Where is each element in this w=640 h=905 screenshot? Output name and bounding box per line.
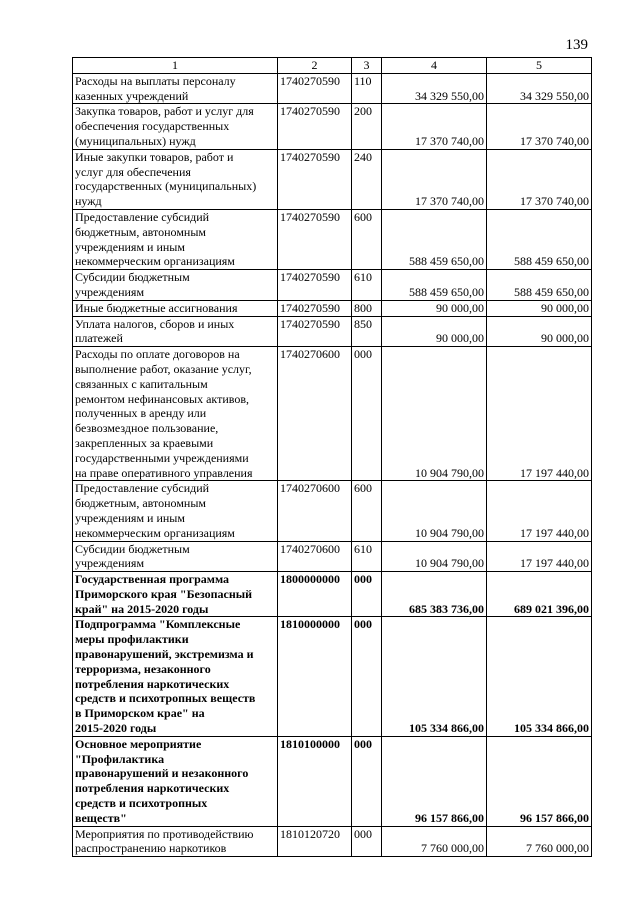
row-amount-4-cell: 105 334 866,00 (382, 617, 487, 736)
table-row (73, 826, 592, 857)
row-name-cell: Закупка товаров, работ и услуг для обеспечения государственных (муниципальных) нужд (73, 104, 278, 149)
row-amount-5-cell: 34 329 550,00 (487, 73, 592, 104)
row-amount-4-cell: 90 000,00 (382, 316, 487, 347)
page-number: 139 (565, 37, 588, 53)
row-code-cell: 1740270590 (278, 104, 352, 149)
row-type-cell: 600 (352, 209, 382, 269)
table-row (73, 149, 592, 209)
row-name-cell: Государственная программа Приморского края "Безопасный край" на 2015-2020 годы (73, 572, 278, 617)
table-row (73, 104, 592, 149)
row-name-cell: Основное мероприятие "Профилактика правонарушений и незаконного потребления наркотических средств и психотропных веществ" (73, 736, 278, 826)
table-row (73, 73, 592, 104)
row-amount-4-cell: 7 760 000,00 (382, 826, 487, 857)
row-amount-5-cell: 7 760 000,00 (487, 826, 592, 857)
row-name-cell: Расходы на выплаты персоналу казенных учреждений (73, 73, 278, 104)
table-row (73, 572, 592, 617)
row-amount-5-cell: 689 021 396,00 (487, 572, 592, 617)
row-amount-4-cell: 685 383 736,00 (382, 572, 487, 617)
row-amount-5-cell: 588 459 650,00 (487, 270, 592, 301)
row-amount-5-cell: 17 370 740,00 (487, 149, 592, 209)
row-code-cell: 1740270600 (278, 481, 352, 541)
row-amount-4-cell: 10 904 790,00 (382, 347, 487, 481)
row-amount-5-cell: 17 370 740,00 (487, 104, 592, 149)
row-name-cell: Предоставление субсидий бюджетным, автономным учреждениям и иным некоммерческим организациям (73, 481, 278, 541)
row-type-cell: 240 (352, 149, 382, 209)
row-amount-4-cell: 96 157 866,00 (382, 736, 487, 826)
row-code-cell: 1740270590 (278, 73, 352, 104)
row-code-cell: 1740270600 (278, 541, 352, 572)
row-type-cell: 610 (352, 541, 382, 572)
table-row (73, 541, 592, 572)
row-amount-4-cell: 10 904 790,00 (382, 481, 487, 541)
budget-table (72, 57, 592, 857)
row-type-cell: 000 (352, 736, 382, 826)
row-amount-4-cell: 17 370 740,00 (382, 149, 487, 209)
row-type-cell: 800 (352, 300, 382, 316)
row-type-cell: 000 (352, 347, 382, 481)
row-code-cell: 1740270590 (278, 149, 352, 209)
row-code-cell: 1740270590 (278, 300, 352, 316)
header-cell-5: 5 (487, 58, 592, 74)
row-name-cell: Иные бюджетные ассигнования (73, 300, 278, 316)
row-amount-5-cell: 17 197 440,00 (487, 347, 592, 481)
row-type-cell: 200 (352, 104, 382, 149)
row-type-cell: 000 (352, 826, 382, 857)
table-row (73, 617, 592, 736)
row-code-cell: 1740270590 (278, 209, 352, 269)
header-row (73, 58, 592, 74)
row-name-cell: Субсидии бюджетным учреждениям (73, 541, 278, 572)
row-amount-4-cell: 17 370 740,00 (382, 104, 487, 149)
row-code-cell: 1740270590 (278, 270, 352, 301)
row-type-cell: 610 (352, 270, 382, 301)
table-row (73, 270, 592, 301)
row-amount-4-cell: 10 904 790,00 (382, 541, 487, 572)
row-type-cell: 000 (352, 572, 382, 617)
row-amount-5-cell: 90 000,00 (487, 300, 592, 316)
row-amount-4-cell: 588 459 650,00 (382, 209, 487, 269)
row-code-cell: 1810100000 (278, 736, 352, 826)
row-amount-5-cell: 588 459 650,00 (487, 209, 592, 269)
row-code-cell: 1810120720 (278, 826, 352, 857)
row-name-cell: Иные закупки товаров, работ и услуг для обеспечения государственных (муниципальных) нужд (73, 149, 278, 209)
row-code-cell: 1800000000 (278, 572, 352, 617)
row-name-cell: Мероприятия по противодействию распространению наркотиков (73, 826, 278, 857)
row-name-cell: Подпрограмма "Комплексные меры профилактики правонарушений, экстремизма и терроризма, незаконного потребления наркотических средств и психотропных веществ в Приморском крае" на 2015-2020 годы (73, 617, 278, 736)
row-type-cell: 850 (352, 316, 382, 347)
row-name-cell: Предоставление субсидий бюджетным, автономным учреждениям и иным некоммерческим организациям (73, 209, 278, 269)
table-row (73, 300, 592, 316)
header-cell-3: 3 (352, 58, 382, 74)
row-amount-5-cell: 17 197 440,00 (487, 541, 592, 572)
row-amount-5-cell: 90 000,00 (487, 316, 592, 347)
table-row (73, 347, 592, 481)
header-cell-4: 4 (382, 58, 487, 74)
header-cell-1: 1 (73, 58, 278, 74)
table-row (73, 316, 592, 347)
row-amount-5-cell: 17 197 440,00 (487, 481, 592, 541)
row-name-cell: Уплата налогов, сборов и иных платежей (73, 316, 278, 347)
row-amount-4-cell: 34 329 550,00 (382, 73, 487, 104)
row-name-cell: Субсидии бюджетным учреждениям (73, 270, 278, 301)
header-cell-2: 2 (278, 58, 352, 74)
row-code-cell: 1740270590 (278, 316, 352, 347)
row-type-cell: 110 (352, 73, 382, 104)
row-type-cell: 000 (352, 617, 382, 736)
table-row (73, 481, 592, 541)
row-name-cell: Расходы по оплате договоров на выполнение работ, оказание услуг, связанных с капитальным ремонтом нефинансовых активов, полученных в аренду или безвозмездное пользование, закрепленных за краевыми государственными учреждениями на праве оперативного управления (73, 347, 278, 481)
row-type-cell: 600 (352, 481, 382, 541)
table-row (73, 209, 592, 269)
row-amount-5-cell: 105 334 866,00 (487, 617, 592, 736)
row-code-cell: 1740270600 (278, 347, 352, 481)
row-code-cell: 1810000000 (278, 617, 352, 736)
row-amount-4-cell: 588 459 650,00 (382, 270, 487, 301)
row-amount-4-cell: 90 000,00 (382, 300, 487, 316)
row-amount-5-cell: 96 157 866,00 (487, 736, 592, 826)
table-row (73, 736, 592, 826)
